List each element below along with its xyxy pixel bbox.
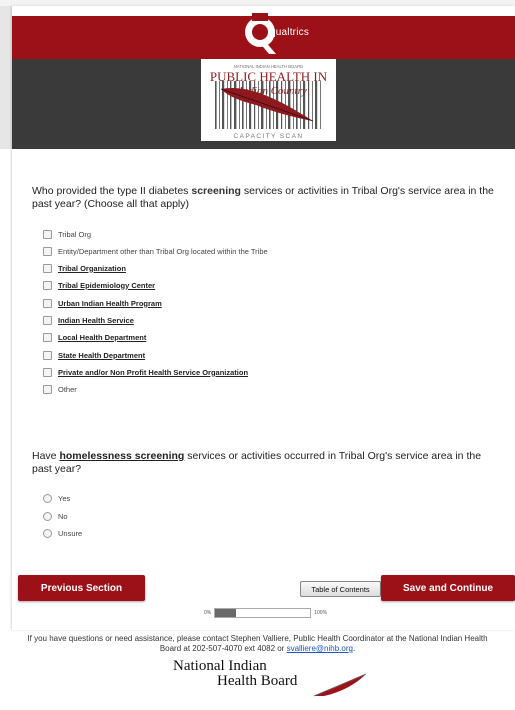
- option-checkbox[interactable]: [43, 366, 248, 378]
- question-diabetes-screening: Who provided the type II diabetes screening services or activities in Tribal Org's service area in the past year? (Choose all that apply): [32, 185, 494, 210]
- nihb-logo-line2: Health Board: [217, 673, 298, 689]
- phic-logo: [201, 59, 336, 141]
- svg-text:Indian Country: Indian Country: [239, 85, 307, 97]
- progress-max-label: 100%: [314, 610, 328, 616]
- checkbox[interactable]: [43, 264, 52, 273]
- option-checkbox[interactable]: [43, 314, 134, 326]
- help-footer: If you have questions or need assistance, please contact Stephen Valliere, Public Health Coordinator at the National Indian Health Board at 202-507-4070 ext 4082 or svalliere@nihb.org.: [27, 634, 488, 653]
- option-label: Entity/Department other than Tribal Org located within the Tribe: [58, 246, 268, 256]
- option-label: Tribal Org: [58, 229, 92, 239]
- checkbox[interactable]: [43, 230, 52, 239]
- progress-bar: [214, 608, 311, 618]
- checkbox[interactable]: [43, 299, 52, 308]
- table-of-contents-button[interactable]: Table of Contents: [300, 581, 381, 597]
- option-checkbox[interactable]: [43, 331, 146, 343]
- question-homelessness-screening: Have homelessness screening services or activities occurred in Tribal Org's service area in the past year?: [32, 450, 482, 475]
- svg-text:NATIONAL INDIAN HEALTH BOARD: NATIONAL INDIAN HEALTH BOARD: [233, 64, 304, 69]
- option-label: State Health Department: [58, 350, 146, 360]
- radio[interactable]: [43, 494, 52, 503]
- option-label: Yes: [58, 493, 71, 503]
- option-label: Local Health Department: [58, 332, 147, 342]
- option-radio[interactable]: [43, 510, 68, 522]
- checkbox[interactable]: [43, 316, 52, 325]
- survey-banner: [12, 59, 515, 149]
- nihb-logo: [170, 656, 370, 700]
- option-label: Unsure: [58, 528, 83, 538]
- checkbox[interactable]: [43, 368, 52, 377]
- option-checkbox[interactable]: [43, 279, 155, 291]
- option-checkbox[interactable]: [43, 262, 126, 274]
- progress-fill: [215, 609, 236, 617]
- save-and-continue-button[interactable]: Save and Continue: [381, 575, 515, 601]
- option-label: Private and/or Non Profit Health Service Organization: [58, 367, 249, 377]
- option-label: Tribal Organization: [58, 263, 126, 273]
- option-checkbox[interactable]: [43, 349, 145, 361]
- left-edge: [0, 6, 12, 149]
- option-label: No: [58, 511, 68, 521]
- question-keyword: screening: [191, 185, 241, 197]
- svg-text:CAPACITY SCAN: CAPACITY SCAN: [233, 133, 304, 140]
- option-label: Urban Indian Health Program: [58, 298, 162, 308]
- radio[interactable]: [43, 512, 52, 521]
- checkbox[interactable]: [43, 385, 52, 394]
- checkbox[interactable]: [43, 281, 52, 290]
- checkbox[interactable]: [43, 351, 52, 360]
- progress-min-label: 0%: [204, 610, 212, 616]
- option-radio[interactable]: [43, 527, 82, 539]
- checkbox[interactable]: [43, 247, 52, 256]
- qualtrics-brand: qualtrics: [270, 27, 310, 38]
- feather-icon: [312, 670, 368, 700]
- progress-indicator: [204, 608, 327, 618]
- survey-container: [12, 6, 515, 630]
- help-text: If you have questions or need assistance, please contact Stephen Valliere, Public Health Coordinator at the National Indian Health Board at 202-507-4070 ext 4082 or: [27, 634, 488, 653]
- option-checkbox[interactable]: [43, 297, 162, 309]
- option-label: Tribal Epidemiology Center: [58, 280, 156, 290]
- barcode-feather-icon: [201, 59, 336, 141]
- option-checkbox[interactable]: [43, 245, 268, 257]
- option-label: Other: [58, 384, 77, 394]
- question-keyword: homelessness screening: [59, 450, 185, 462]
- survey-content: [12, 149, 515, 630]
- checkbox[interactable]: [43, 333, 52, 342]
- option-checkbox[interactable]: [43, 383, 77, 395]
- previous-section-button[interactable]: Previous Section: [18, 575, 145, 601]
- option-checkbox[interactable]: [43, 228, 91, 240]
- email-link[interactable]: svalliere@nihb.org: [286, 644, 353, 653]
- option-radio[interactable]: [43, 492, 70, 504]
- option-label: Indian Health Service: [58, 315, 134, 325]
- nihb-logo-line1: National Indian: [173, 658, 267, 674]
- svg-text:PUBLIC HEALTH IN: PUBLIC HEALTH IN: [209, 69, 328, 84]
- radio[interactable]: [43, 529, 52, 538]
